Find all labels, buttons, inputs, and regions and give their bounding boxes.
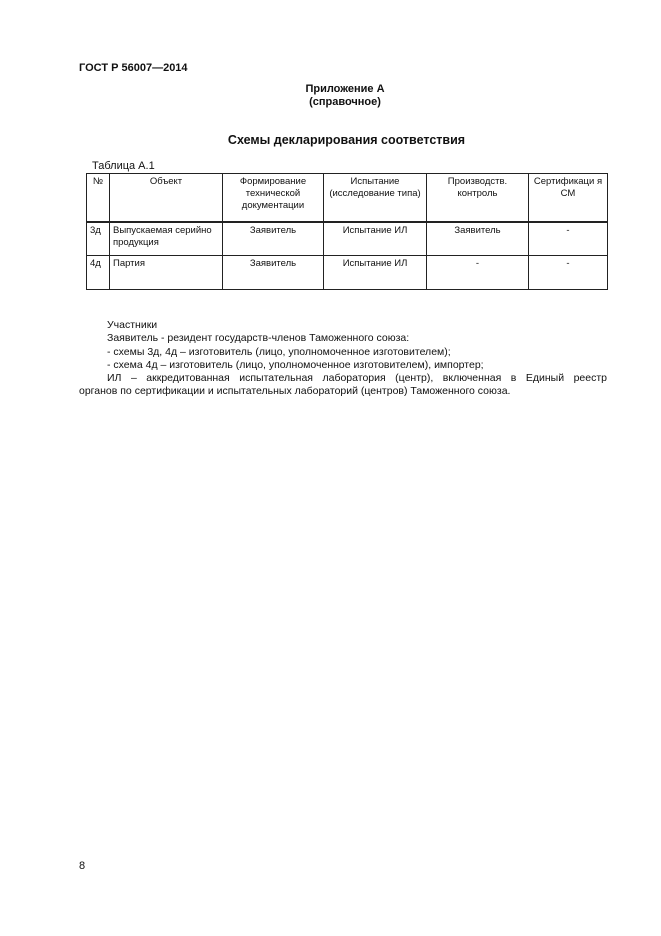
- cell-documentation: Заявитель: [223, 222, 324, 256]
- page-number: 8: [79, 860, 86, 872]
- cell-certification: -: [529, 256, 608, 290]
- header-number: №: [87, 174, 110, 222]
- cell-object: Выпускаемая серийно продукция: [110, 222, 223, 256]
- cell-production-control: Заявитель: [427, 222, 529, 256]
- cell-documentation: Заявитель: [223, 256, 324, 290]
- header-production-control: Производств. контроль: [427, 174, 529, 222]
- table-header-row: [87, 174, 608, 222]
- notes-line: органов по сертификации и испытательных лабораторий (центров) Таможенного союза.: [79, 385, 511, 398]
- annex-title: Приложение А: [305, 83, 385, 95]
- cell-object: Партия: [110, 256, 223, 290]
- notes-line: - схемы 3д, 4д – изготовитель (лицо, уполномоченное изготовителем);: [107, 345, 451, 358]
- header-documentation: Формирование технической документации: [223, 174, 324, 222]
- standard-number: ГОСТ Р 56007—2014: [79, 62, 188, 74]
- cell-testing: Испытание ИЛ: [324, 222, 427, 256]
- notes-line: Заявитель - резидент государств-членов Таможенного союза:: [107, 332, 410, 345]
- table-caption: Таблица А.1: [92, 160, 155, 172]
- header-certification: Сертификаци я СМ: [529, 174, 608, 222]
- table-row: [87, 256, 608, 290]
- cell-production-control: -: [427, 256, 529, 290]
- cell-number: 4д: [87, 256, 110, 290]
- cell-certification: -: [529, 222, 608, 256]
- header-object: Объект: [110, 174, 223, 222]
- section-title: Схемы декларирования соответствия: [227, 133, 466, 147]
- participants-notes: [79, 319, 607, 399]
- notes-line: - схема 4д – изготовитель (лицо, уполномоченное изготовителем), импортер;: [107, 358, 484, 371]
- notes-title: Участники: [107, 319, 158, 331]
- cell-number: 3д: [87, 222, 110, 256]
- declaration-schemes-table: [86, 173, 608, 290]
- header-testing: Испытание (исследование типа): [324, 174, 427, 222]
- notes-line: ИЛ – аккредитованная испытательная лаборатория (центр), включенная в Единый реестр: [107, 372, 607, 385]
- table-row: [87, 222, 608, 256]
- cell-testing: Испытание ИЛ: [324, 256, 427, 290]
- annex-type: (справочное): [309, 96, 381, 108]
